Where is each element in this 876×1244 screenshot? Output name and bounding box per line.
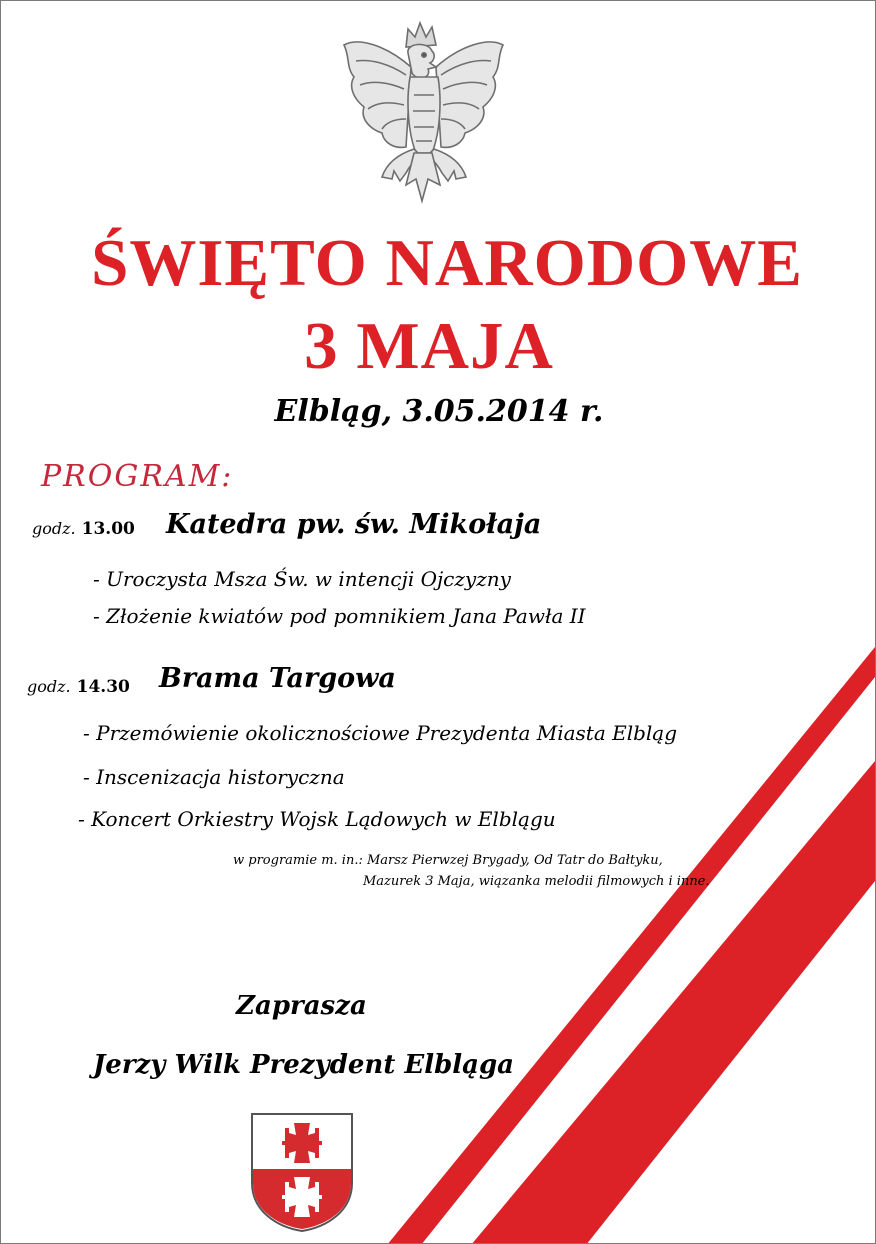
slot-1-hour-label: godz. [32,519,76,538]
slot-2-venue: Brama Targowa [159,663,396,694]
program-heading: PROGRAM: [41,459,234,494]
title-line-2: 3 MAJA [304,309,554,383]
slot-1-time-label [32,519,135,539]
title-line-1: ŚWIĘTO NARODOWE [91,226,803,300]
white-eagle-icon [336,15,511,205]
elblag-coat-of-arms-icon [249,1111,355,1233]
slot-2-item-3: - Koncert Orkiestry Wojsk Lądowych w Elblągu [78,807,556,831]
slot-1-venue: Katedra pw. św. Mikołaja [166,509,542,540]
event-date: Elbląg, 3.05.2014 r. [274,394,604,429]
slot-1-time: 13.00 [81,519,135,539]
slot-1-item-2: - Złożenie kwiatów pod pomnikiem Jana Pawła II [93,604,586,628]
slot-2-hour-label: godz. [27,677,71,696]
slot-2-item-2: - Inscenizacja historyczna [83,765,345,789]
slot-2-note-line-2: Mazurek 3 Maja, wiązanka melodii filmowych i inne. [363,874,710,889]
invite-text: Zaprasza [236,991,367,1021]
slot-2-item-1: - Przemówienie okolicznościowe Prezydenta Miasta Elbląg [83,721,678,745]
slot-2-time-label [27,677,130,697]
red-stripe-wide [471,761,875,1244]
slot-2-time: 14.30 [76,677,130,697]
slot-2-note-line-1: w programie m. in.: Marsz Pierwzej Brygady, Od Tatr do Bałtyku, [233,853,663,868]
slot-1-item-1: - Uroczysta Msza Św. w intencji Ojczyzny [93,567,511,591]
signature-text: Jerzy Wilk Prezydent Elbląga [93,1050,515,1080]
